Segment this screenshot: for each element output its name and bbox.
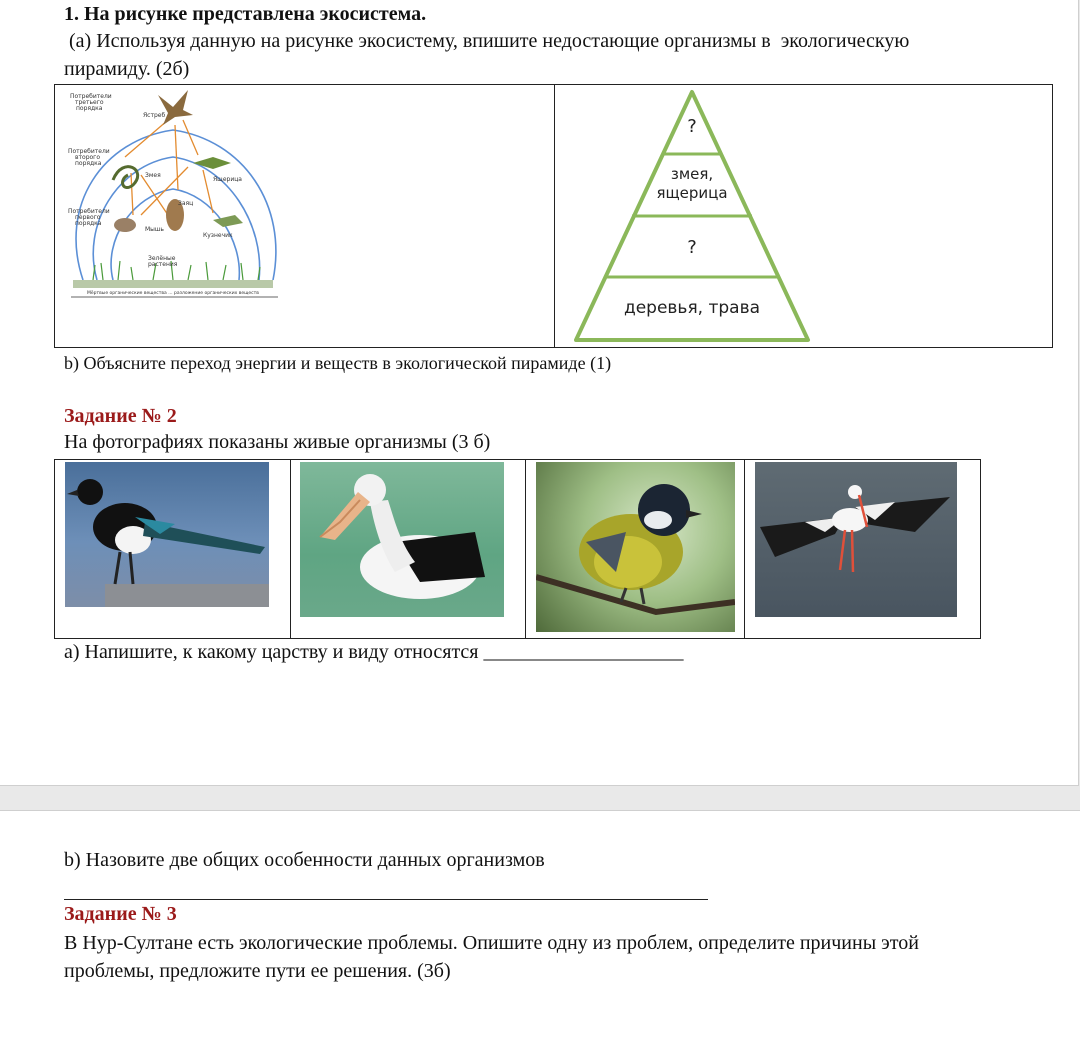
- svg-text:Ящерица: Ящерица: [213, 176, 242, 183]
- svg-text:порядка: порядка: [76, 105, 103, 112]
- svg-text:порядка: порядка: [75, 220, 102, 227]
- table-divider: [554, 85, 555, 347]
- task1-heading: 1. На рисунке представлена экосистема.: [64, 3, 427, 25]
- task3-heading: Задание № 3: [64, 903, 177, 925]
- task1-part-a-line2: пирамиду. (2б): [64, 58, 190, 80]
- task2-part-a: [64, 639, 684, 666]
- pyramid-second-level-line1: змея,: [670, 165, 714, 183]
- task2-part-b: b) Назовите две общих особенности данных организмов: [64, 849, 545, 871]
- hawk-icon: [158, 90, 193, 125]
- table-divider: [744, 460, 745, 638]
- svg-text:Кузнечик: Кузнечик: [203, 232, 233, 239]
- svg-text:Мышь: Мышь: [145, 226, 164, 233]
- ecological-pyramid: [570, 88, 814, 346]
- svg-text:растения: растения: [148, 261, 178, 268]
- tit-bird-photo: [536, 462, 735, 632]
- answer-line: [64, 899, 708, 900]
- svg-text:Зелёные: Зелёные: [148, 255, 176, 262]
- svg-text:Змея: Змея: [145, 172, 161, 179]
- svg-text:порядка: порядка: [75, 160, 102, 167]
- table-divider: [290, 460, 291, 638]
- lizard-icon: [193, 157, 231, 169]
- pyramid-third-level: ?: [687, 237, 697, 258]
- svg-text:второго: второго: [75, 154, 101, 161]
- pyramid-base-level: деревья, трава: [623, 298, 761, 318]
- svg-text:Потребители: Потребители: [68, 148, 110, 155]
- mouse-icon: [114, 218, 136, 232]
- task2-intro: На фотографиях показаны живые организмы (3 б): [64, 431, 491, 453]
- pyramid-second-level-line2: ящерица: [656, 184, 728, 202]
- task1-part-a-line1: (a) Используя данную на рисунке экосистему, впишите недостающие организмы в экологическую: [64, 30, 910, 52]
- task3-line2: проблемы, предложите пути ее решения. (3б): [64, 960, 451, 982]
- task1-part-b: b) Объясните переход энергии и веществ в экологической пирамиде (1): [64, 353, 612, 373]
- pyramid-top-level: ?: [687, 116, 697, 137]
- grasshopper-icon: [213, 215, 243, 227]
- task2-heading: Задание № 2: [64, 405, 177, 427]
- svg-text:первого: первого: [75, 214, 101, 221]
- magpie-photo: [65, 462, 269, 607]
- svg-text:Заяц: Заяц: [178, 200, 194, 207]
- svg-text:Ястреб: Ястреб: [143, 112, 166, 119]
- answer-line: ____________________: [483, 641, 684, 663]
- task1-table: [54, 84, 1053, 348]
- table-divider: [525, 460, 526, 638]
- svg-text:Потребители: Потребители: [70, 93, 112, 100]
- task2-part-a-text: а) Напишите, к какому царству и виду относятся: [64, 641, 479, 663]
- task3-line1: В Нур-Султане есть экологические проблемы. Опишите одну из проблем, определите причины этой: [64, 932, 919, 954]
- pelican-photo: [300, 462, 504, 617]
- snake-icon: [113, 167, 138, 188]
- svg-text:Мёртвые органические вещества: Мёртвые органические вещества ... разложение органических веществ: [87, 291, 259, 296]
- worksheet-page-2: [0, 810, 1080, 1038]
- task2-photo-table: [54, 459, 981, 639]
- svg-text:третьего: третьего: [75, 99, 104, 106]
- svg-text:Потребители: Потребители: [68, 208, 110, 215]
- stork-photo: [755, 462, 957, 617]
- ecosystem-diagram: [63, 85, 285, 299]
